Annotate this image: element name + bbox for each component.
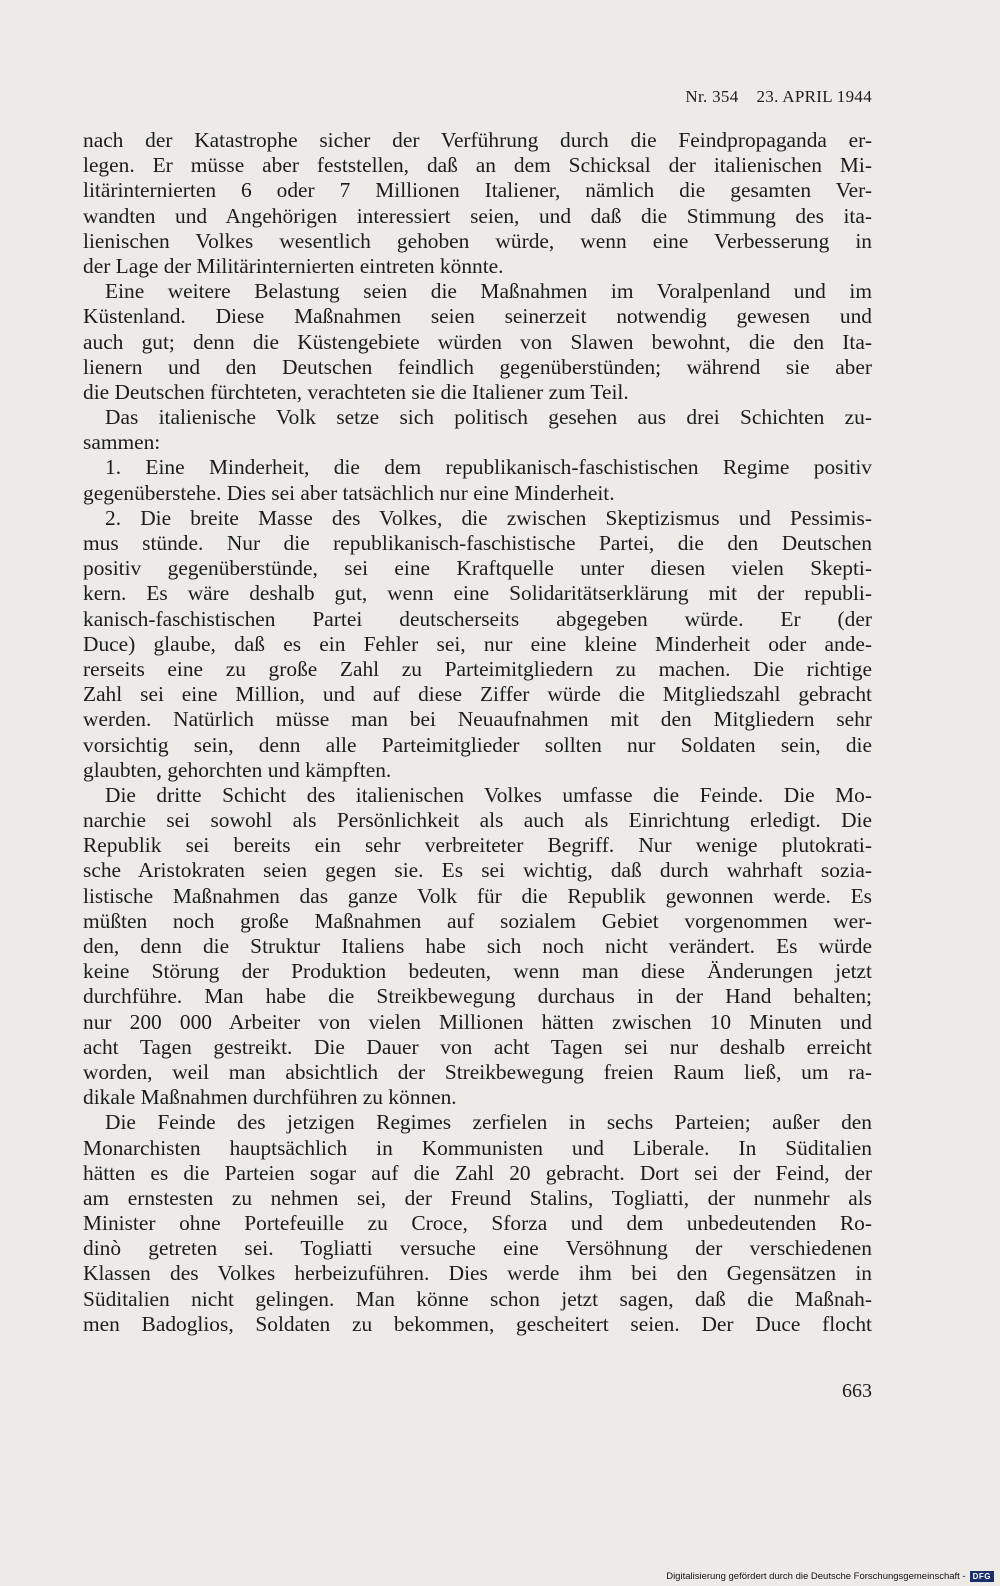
text-line: legen. Er müsse aber feststellen, daß an dem Schicksal der italienischen Mi- xyxy=(83,153,872,178)
text-line: Klassen des Volkes herbeizuführen. Dies werde ihm bei den Gegensätzen in xyxy=(83,1261,872,1286)
digitization-footer xyxy=(666,1571,994,1582)
text-line: durchführe. Man habe die Streikbewegung durchaus in der Hand behalten; xyxy=(83,984,872,1009)
running-header xyxy=(83,87,872,107)
text-line: wandten und Angehörigen interessiert seien, und daß die Stimmung des ita- xyxy=(83,203,872,228)
text-line: rerseits eine zu große Zahl zu Parteimitgliedern zu machen. Die richtige xyxy=(83,656,872,681)
text-line: nach der Katastrophe sicher der Verführung durch die Feindpropaganda er- xyxy=(83,128,872,152)
text-line: listische Maßnahmen das ganze Volk für die Republik gewonnen werde. Es xyxy=(83,883,872,908)
text-line: werden. Natürlich müsse man bei Neuaufnahmen mit den Mitgliedern sehr xyxy=(83,707,872,732)
text-line: Monarchisten hauptsächlich in Kommunisten und Liberale. In Süditalien xyxy=(83,1135,872,1160)
text-line: litärinternierten 6 oder 7 Millionen Italiener, nämlich die gesamten Ver- xyxy=(83,178,872,203)
document-date: 23. APRIL 1944 xyxy=(756,87,872,106)
text-line: nur 200 000 Arbeiter von vielen Millionen hätten zwischen 10 Minuten und xyxy=(83,1009,872,1034)
text-line: keine Störung der Produktion bedeuten, wenn man diese Änderungen jetzt xyxy=(83,959,872,984)
text-line: dinò getreten sei. Togliatti versuche eine Versöhnung der verschiedenen xyxy=(83,1236,872,1261)
text-line: Das italienische Volk setze sich politisch gesehen aus drei Schichten zu- xyxy=(105,405,872,430)
text-line: Minister ohne Portefeuille zu Croce, Sforza und dem unbedeutenden Ro- xyxy=(83,1211,872,1236)
text-line: Duce) glaube, daß es ein Fehler sei, nur eine kleine Minderheit oder ande- xyxy=(83,631,872,656)
text-line: Eine weitere Belastung seien die Maßnahmen im Voralpenland und im xyxy=(105,279,872,304)
text-line: kanisch-faschistischen Partei deutscherseits abgegeben würde. Er (der xyxy=(83,606,872,631)
text-line: Die dritte Schicht des italienischen Volkes umfasse die Feinde. Die Mo- xyxy=(105,782,872,807)
text-line: mus stünde. Nur die republikanisch-faschistische Partei, die den Deutschen xyxy=(83,531,872,555)
text-line: müßten noch große Maßnahmen auf sozialem Gebiet vorgenommen wer- xyxy=(83,908,872,933)
dfg-logo-icon: DFG xyxy=(970,1571,994,1582)
text-line: auch gut; denn die Küstengebiete würden von Slawen bewohnt, die den Ita- xyxy=(83,329,872,354)
text-line: hätten es die Parteien sogar auf die Zahl 20 gebracht. Dort sei der Feind, der xyxy=(83,1160,872,1185)
footer-text: Digitalisierung gefördert durch die Deutsche Forschungsgemeinschaft - xyxy=(666,1571,966,1582)
text-line: vorsichtig sein, denn alle Parteimitglieder sollten nur Soldaten sein, die xyxy=(83,732,872,757)
text-line: dikale Maßnahmen durchführen zu können. xyxy=(83,1085,457,1110)
text-line: lienischen Volkes wesentlich gehoben würde, wenn eine Verbesserung in xyxy=(83,228,872,253)
text-line: sammen: xyxy=(83,430,161,455)
text-line: narchie sei sowohl als Persönlichkeit als auch als Einrichtung erledigt. Die xyxy=(83,808,872,833)
text-line: den, denn die Struktur Italiens habe sich noch nicht verändert. Es würde xyxy=(83,934,872,958)
text-line: kern. Es wäre deshalb gut, wenn eine Solidaritätserklärung mit der republi- xyxy=(83,581,872,606)
text-line: Die Feinde des jetzigen Regimes zerfielen in sechs Parteien; außer den xyxy=(105,1110,872,1135)
text-line: men Badoglios, Soldaten zu bekommen, gescheitert seien. Der Duce flocht xyxy=(83,1311,872,1336)
text-line: die Deutschen fürchteten, verachteten sie die Italiener zum Teil. xyxy=(83,379,629,404)
text-line: glaubten, gehorchten und kämpften. xyxy=(83,757,392,782)
document-number: Nr. 354 xyxy=(685,87,739,106)
text-line: positiv gegenüberstünde, sei eine Kraftquelle unter diesen vielen Skepti- xyxy=(83,556,872,581)
text-line: Küstenland. Diese Maßnahmen seien seinerzeit notwendig gewesen und xyxy=(83,304,872,329)
text-line: 2. Die breite Masse des Volkes, die zwischen Skeptizismus und Pessimis- xyxy=(105,505,872,530)
text-line: Zahl sei eine Million, und auf diese Ziffer würde die Mitgliedszahl gebracht xyxy=(83,682,872,707)
text-line: lienern und den Deutschen feindlich gegenüberstünden; während sie aber xyxy=(83,354,872,379)
text-line: Süditalien nicht gelingen. Man könne schon jetzt sagen, daß die Maßnah- xyxy=(83,1286,872,1311)
text-line: acht Tagen gestreikt. Die Dauer von acht Tagen sei nur deshalb erreicht xyxy=(83,1034,872,1059)
text-line: der Lage der Militärinternierten eintreten könnte. xyxy=(83,253,504,278)
text-line: 1. Eine Minderheit, die dem republikanisch-faschistischen Regime positiv xyxy=(105,455,872,480)
text-line: sche Aristokraten seien gegen sie. Es sei wichtig, daß durch wahrhaft sozia- xyxy=(83,858,872,883)
page-number: 663 xyxy=(842,1380,872,1402)
text-line: worden, weil man absichtlich der Streikbewegung freien Raum ließ, um ra- xyxy=(83,1059,872,1084)
text-line: am ernstesten zu nehmen sei, der Freund Stalins, Togliatti, der nunmehr als xyxy=(83,1185,872,1210)
body-text xyxy=(83,128,872,1337)
text-line: Republik sei bereits ein sehr verbreiteter Begriff. Nur wenige plutokrati- xyxy=(83,833,872,858)
text-line: gegenüberstehe. Dies sei aber tatsächlich nur eine Minderheit. xyxy=(83,480,615,505)
